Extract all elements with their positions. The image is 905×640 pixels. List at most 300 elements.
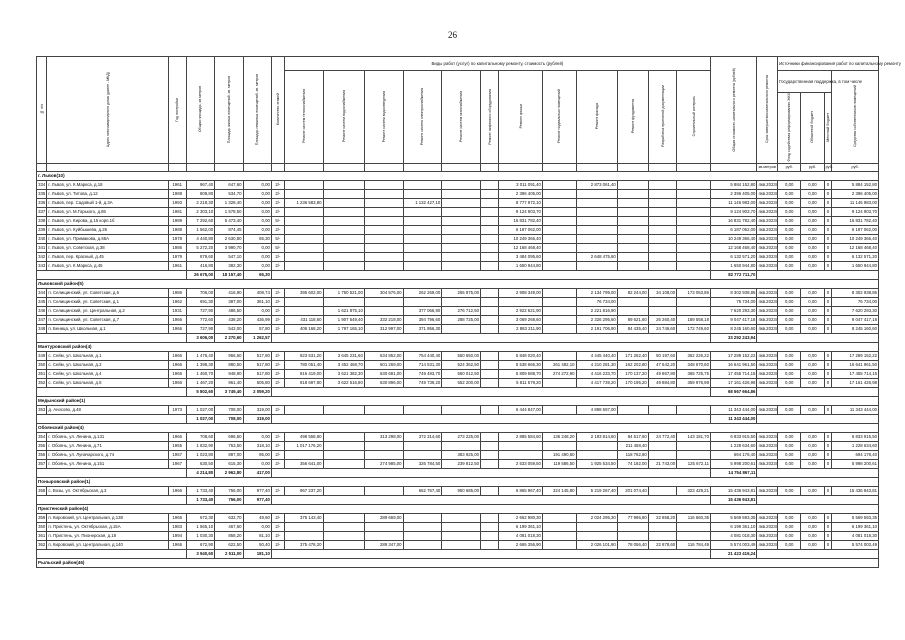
row-number: 339 <box>37 225 47 234</box>
row-src-local: 0 <box>824 315 832 324</box>
row-number: 336 <box>37 198 47 207</box>
row-work-cost-8 <box>542 234 576 243</box>
row-work-cost-11 <box>648 405 676 414</box>
row-work-cost-7 <box>499 450 543 459</box>
row-number: 342 <box>37 252 47 261</box>
row-number: 359 <box>37 513 47 522</box>
row-work-cost-9: 2 326 295,60 <box>576 315 617 324</box>
row-work-cost-11: 50 197,60 <box>648 351 676 360</box>
row-src-region: 0,00 <box>801 378 824 387</box>
row-work-cost-6 <box>481 252 499 261</box>
row-floors: 2/- <box>271 432 284 441</box>
row-work-cost-1 <box>284 306 323 315</box>
row-area-flats: 467,60 <box>215 522 243 531</box>
row-address: г. Львов, ул. Советская, д.38 <box>47 243 168 252</box>
row-number: 344 <box>37 288 47 297</box>
row-area-nonres: 0,00 <box>243 180 271 189</box>
row-work-cost-6 <box>481 441 499 450</box>
row-work-cost-7: 2 396 405,00 <box>499 189 543 198</box>
row-work-cost-2 <box>323 261 364 270</box>
row-address: с. Сейм, ул. Школьная, д.5 <box>47 378 168 387</box>
row-area-flats: 486,50 <box>215 306 243 315</box>
row-area-nonres: 50,40 <box>243 540 271 549</box>
row-work-cost-3 <box>364 405 403 414</box>
row-work-cost-3: 304 576,00 <box>364 288 403 297</box>
row-work-cost-2 <box>323 459 364 468</box>
row-deadline: 4кв.2023г <box>757 315 778 324</box>
row-number: 347 <box>37 315 47 324</box>
table-row <box>37 351 879 360</box>
row-work-cost-6 <box>481 324 499 333</box>
row-work-cost-12: 116 784,49 <box>677 540 711 549</box>
row-src-local: 0 <box>824 360 832 369</box>
row-total-area: 691,30 <box>186 297 214 306</box>
row-work-cost-8 <box>542 198 576 207</box>
row-work-cost-12 <box>677 198 711 207</box>
row-work-cost-11 <box>648 522 676 531</box>
row-src-local: 0 <box>824 540 832 549</box>
row-work-cost-1: 818 697,80 <box>284 378 323 387</box>
row-year: 1979 <box>168 252 186 261</box>
row-src-owners: 1 228 634,60 <box>832 441 879 450</box>
row-work-cost-10: 170 137,20 <box>617 369 648 378</box>
row-work-cost-9: 1 925 534,50 <box>576 459 617 468</box>
row-work-cost-1: 406 168,20 <box>284 324 323 333</box>
row-src-region: 0,00 <box>801 369 824 378</box>
row-year: 1978 <box>168 234 186 243</box>
row-work-cost-3: 332 218,00 <box>364 315 403 324</box>
row-src-local: 0 <box>824 513 832 522</box>
row-work-cost-5: 273 225,00 <box>442 432 481 441</box>
row-src-region: 0,00 <box>801 360 824 369</box>
row-work-cost-1: 1 236 583,80 <box>284 198 323 207</box>
row-work-cost-1: 780 051,40 <box>284 360 323 369</box>
table-row <box>37 198 879 207</box>
row-deadline: 4кв.2023г <box>757 207 778 216</box>
row-work-cost-1 <box>284 522 323 531</box>
row-work-cost-10: 201 074,40 <box>617 486 648 495</box>
row-year: 1931 <box>168 306 186 315</box>
table-row <box>37 306 879 315</box>
row-work-cost-7: 2 885 584,60 <box>499 432 543 441</box>
row-work-cost-7: 6 187 062,00 <box>499 225 543 234</box>
total-cost: 21 423 416,24 <box>710 549 756 558</box>
row-work-cost-9: 2 024 295,30 <box>576 513 617 522</box>
row-year: 1993 <box>168 198 186 207</box>
header-src-owners: Средства собственников помещений <box>853 85 858 148</box>
row-work-cost-11 <box>648 198 676 207</box>
row-work-cost-8 <box>542 207 576 216</box>
row-work-cost-1: 967 237,20 <box>284 486 323 495</box>
row-work-cost-9 <box>576 531 617 540</box>
row-work-cost-3 <box>364 486 403 495</box>
row-work-cost-2 <box>323 450 364 459</box>
row-src-local: 0 <box>824 243 832 252</box>
row-work-cost-10 <box>617 252 648 261</box>
table-row <box>37 540 879 549</box>
row-work-cost-11 <box>648 216 676 225</box>
row-work-cost-11 <box>648 252 676 261</box>
row-work-cost-3 <box>364 225 403 234</box>
row-work-cost-12 <box>677 252 711 261</box>
header-work-12: Строительный контроль <box>691 96 696 137</box>
total-flats: 18 157,40 <box>215 270 243 279</box>
row-total-area: 1 562,00 <box>186 225 214 234</box>
row-year: 1957 <box>168 450 186 459</box>
row-number: 353 <box>37 405 47 414</box>
row-src-fund: 0,00 <box>778 243 801 252</box>
row-area-flats: 382,30 <box>215 261 243 270</box>
row-src-local: 0 <box>824 432 832 441</box>
row-number: 356 <box>37 450 47 459</box>
row-src-region: 0,00 <box>801 252 824 261</box>
row-work-cost-2 <box>323 225 364 234</box>
row-total-cost: 2 396 405,00 <box>710 189 756 198</box>
row-src-local: 0 <box>824 207 832 216</box>
row-work-cost-7: 5 811 579,20 <box>499 378 543 387</box>
row-area-flats: 858,20 <box>215 531 243 540</box>
row-src-local: 0 <box>824 531 832 540</box>
row-year: 1966 <box>168 315 186 324</box>
row-work-cost-7: 4 081 018,30 <box>499 531 543 540</box>
row-address: г. Обоянь, ул. Ленина, д.131 <box>47 432 168 441</box>
row-floors: 2/- <box>271 189 284 198</box>
row-work-cost-10 <box>617 261 648 270</box>
total-spacer <box>37 387 187 396</box>
row-work-cost-12: 173 053,86 <box>677 288 711 297</box>
row-work-cost-11: 21 743,00 <box>648 459 676 468</box>
district-total-row <box>37 549 879 558</box>
table-row <box>37 450 879 459</box>
row-work-cost-4 <box>403 522 442 531</box>
row-work-cost-12: 172 749,60 <box>677 324 711 333</box>
row-work-cost-10 <box>617 216 648 225</box>
row-floors: 2/- <box>271 324 284 333</box>
total-area: 5 802,60 <box>186 387 214 396</box>
header-sources-group: Источники финансирования работ по капитальному ремонту <box>778 57 879 71</box>
row-area-flats: 647,60 <box>215 180 243 189</box>
row-work-cost-7: 2 883 211,90 <box>499 324 543 333</box>
row-area-nonres: 319,00 <box>243 405 271 414</box>
row-work-cost-3 <box>364 207 403 216</box>
row-work-cost-9 <box>576 243 617 252</box>
row-src-fund: 0,00 <box>778 360 801 369</box>
row-work-cost-12 <box>677 216 711 225</box>
header-work-5: Ремонт систем газоснабжения <box>459 90 464 142</box>
row-work-cost-7: 5 809 588,70 <box>499 369 543 378</box>
row-src-region: 0,00 <box>801 531 824 540</box>
district-group-label: Мантуровский район(4) <box>37 342 879 351</box>
row-year: 1966 <box>168 369 186 378</box>
header-work-4: Ремонт систем электроснабжения <box>420 87 425 146</box>
row-work-cost-5: 383 925,00 <box>442 450 481 459</box>
row-work-cost-5 <box>442 225 481 234</box>
table-row <box>37 189 879 198</box>
row-work-cost-7: 3 484 095,60 <box>499 252 543 261</box>
row-area-flats: 763,50 <box>215 441 243 450</box>
row-year: 1966 <box>168 324 186 333</box>
row-address: г. Львов, ул. Примакова, д.65А <box>47 234 168 243</box>
row-work-cost-7: 6 865 967,40 <box>499 486 543 495</box>
row-work-cost-5 <box>442 522 481 531</box>
table-row <box>37 234 879 243</box>
table-header <box>37 57 901 172</box>
row-work-cost-10 <box>617 306 648 315</box>
row-src-owners: 7 620 293,30 <box>832 306 879 315</box>
row-area-nonres: 0,00 <box>243 306 271 315</box>
row-number: 350 <box>37 360 47 369</box>
row-work-cost-4 <box>403 252 442 261</box>
row-total-area: 1 476,40 <box>186 351 214 360</box>
row-work-cost-1 <box>284 180 323 189</box>
register-table <box>36 56 901 568</box>
row-year: 1986 <box>168 243 186 252</box>
row-number: 362 <box>37 540 47 549</box>
table-row <box>37 261 879 270</box>
row-work-cost-4 <box>403 207 442 216</box>
table-row <box>37 288 879 297</box>
row-work-cost-2 <box>323 441 364 450</box>
row-work-cost-7: 16 831 782,40 <box>499 216 543 225</box>
row-src-owners: 5 884 152,80 <box>832 180 879 189</box>
row-work-cost-5 <box>442 207 481 216</box>
row-work-cost-1: 431 118,60 <box>284 315 323 324</box>
row-work-cost-7: 3 069 268,60 <box>499 315 543 324</box>
row-area-nonres: 0,00 <box>243 216 271 225</box>
district-group-row <box>37 342 879 351</box>
row-work-cost-9: 5 219 267,40 <box>576 486 617 495</box>
total-nonres: 2 059,20 <box>243 387 271 396</box>
unit-rub: руб. <box>824 163 832 171</box>
row-floors: 2/- <box>271 441 284 450</box>
row-work-cost-4: 372 314,60 <box>403 432 442 441</box>
row-area-flats: 880,50 <box>215 360 243 369</box>
row-work-cost-2 <box>323 513 364 522</box>
row-src-fund: 0,00 <box>778 432 801 441</box>
row-work-cost-11 <box>648 531 676 540</box>
row-work-cost-3 <box>364 243 403 252</box>
header-state-support: Государственная поддержка, в том числе <box>778 71 832 93</box>
row-number: 348 <box>37 324 47 333</box>
district-group-row <box>37 171 879 180</box>
row-work-cost-1 <box>284 225 323 234</box>
row-work-cost-5: 550 650,00 <box>442 351 481 360</box>
row-year: 1966 <box>168 513 186 522</box>
row-area-nonres: 0,00 <box>243 189 271 198</box>
total-spacer <box>271 387 710 396</box>
row-work-cost-8 <box>542 540 576 549</box>
row-work-cost-3: 289 669,00 <box>364 513 403 522</box>
row-work-cost-8: 119 586,50 <box>542 459 576 468</box>
row-work-cost-2: 1 750 521,00 <box>323 288 364 297</box>
row-floors: 2/- <box>271 351 284 360</box>
row-work-cost-8 <box>542 513 576 522</box>
table-row <box>37 369 879 378</box>
row-work-cost-7: 10 249 366,40 <box>499 234 543 243</box>
row-work-cost-12 <box>677 207 711 216</box>
row-work-cost-2 <box>323 252 364 261</box>
row-area-nonres: 65,30 <box>243 234 271 243</box>
row-number: 358 <box>37 486 47 495</box>
row-total-cost: 9 124 903,70 <box>710 207 756 216</box>
total-cost: 14 754 867,11 <box>710 468 756 477</box>
total-spacer <box>37 414 187 423</box>
row-work-cost-8 <box>542 243 576 252</box>
total-flats: 3 749,40 <box>215 387 243 396</box>
row-floors: 2/- <box>271 180 284 189</box>
row-src-local: 0 <box>824 450 832 459</box>
row-deadline: 4кв.2023г <box>757 450 778 459</box>
header-src-fund: Фонд содействия реформированию ЖКХ <box>787 93 792 162</box>
row-work-cost-2 <box>323 432 364 441</box>
row-work-cost-11 <box>648 243 676 252</box>
row-work-cost-5 <box>442 540 481 549</box>
row-work-cost-6 <box>481 522 499 531</box>
row-work-cost-1: 1 017 176,20 <box>284 441 323 450</box>
row-work-cost-3: 630 681,00 <box>364 369 403 378</box>
row-year: 1961 <box>168 261 186 270</box>
row-work-cost-1: 356 641,00 <box>284 459 323 468</box>
row-src-local: 0 <box>824 252 832 261</box>
unit-rub: руб. <box>801 163 824 171</box>
row-total-cost: 5 569 593,35 <box>710 513 756 522</box>
row-work-cost-6 <box>481 261 499 270</box>
row-year: 1955 <box>168 441 186 450</box>
row-src-fund: 0,00 <box>778 513 801 522</box>
header-col-address: Адрес многоквартирного дома (далее - МКД) <box>105 71 110 147</box>
row-work-cost-5 <box>442 531 481 540</box>
row-total-cost: 6 199 361,10 <box>710 522 756 531</box>
row-work-cost-2 <box>323 405 364 414</box>
total-area: 4 214,80 <box>186 468 214 477</box>
row-work-cost-11: 49 884,80 <box>648 378 676 387</box>
row-work-cost-10 <box>617 234 648 243</box>
row-src-local: 0 <box>824 378 832 387</box>
row-area-flats: 387,00 <box>215 297 243 306</box>
row-deadline: 4кв.2023г <box>757 378 778 387</box>
row-total-area: 708,60 <box>186 432 214 441</box>
row-total-cost: 11 146 983,00 <box>710 198 756 207</box>
row-number: 352 <box>37 378 47 387</box>
row-deadline: 4кв.2023г <box>757 405 778 414</box>
row-area-nonres: 0,00 <box>243 432 271 441</box>
row-work-cost-10 <box>617 405 648 414</box>
district-total-row <box>37 495 879 504</box>
row-work-cost-1: 395 602,00 <box>284 288 323 297</box>
row-total-cost: 4 081 018,30 <box>710 531 756 540</box>
row-deadline: 4кв.2023г <box>757 486 778 495</box>
total-spacer <box>757 468 879 477</box>
row-work-cost-10 <box>617 531 648 540</box>
row-src-local: 0 <box>824 225 832 234</box>
row-work-cost-10 <box>617 198 648 207</box>
row-year: 1986 <box>168 288 186 297</box>
row-work-cost-9 <box>576 261 617 270</box>
row-work-cost-6 <box>481 531 499 540</box>
row-work-cost-11 <box>648 207 676 216</box>
row-work-cost-2 <box>323 243 364 252</box>
row-work-cost-8 <box>542 252 576 261</box>
row-work-cost-10 <box>617 225 648 234</box>
row-area-flats: 547,10 <box>215 252 243 261</box>
row-number: 340 <box>37 234 47 243</box>
total-spacer <box>37 270 187 279</box>
row-src-local: 0 <box>824 369 832 378</box>
row-number: 341 <box>37 243 47 252</box>
row-total-area: 1 027,00 <box>186 405 214 414</box>
row-src-fund: 0,00 <box>778 252 801 261</box>
row-total-cost: 11 343 444,00 <box>710 405 756 414</box>
row-src-region: 0,00 <box>801 315 824 324</box>
unit-rub: руб. <box>832 163 879 171</box>
row-work-cost-11 <box>648 441 676 450</box>
row-src-local: 0 <box>824 189 832 198</box>
row-address: г. Обоянь, ул. Ленина, д.71 <box>47 441 168 450</box>
row-src-fund: 0,00 <box>778 234 801 243</box>
table-row <box>37 459 879 468</box>
row-work-cost-5: 550 012,50 <box>442 369 481 378</box>
row-work-cost-11: 26 260,40 <box>648 315 676 324</box>
row-work-cost-9: 2 026 101,90 <box>576 540 617 549</box>
row-deadline: 4кв.2023г <box>757 459 778 468</box>
row-area-nonres: 57,80 <box>243 324 271 333</box>
row-work-cost-1 <box>284 243 323 252</box>
row-year: 1961 <box>168 180 186 189</box>
row-area-flats: 5 473,40 <box>215 216 243 225</box>
row-work-cost-7: 6 199 361,10 <box>499 522 543 531</box>
row-number: 351 <box>37 369 47 378</box>
row-area-nonres: 0,00 <box>243 522 271 531</box>
row-address: п. Селищинский, ул. Советская, д.1 <box>47 297 168 306</box>
row-total-cost: 8 245 160,60 <box>710 324 756 333</box>
row-floors: 2/- <box>271 297 284 306</box>
row-work-cost-3 <box>364 531 403 540</box>
row-deadline: 4кв.2023г <box>757 243 778 252</box>
row-src-fund: 0,00 <box>778 450 801 459</box>
row-deadline: 4кв.2023г <box>757 351 778 360</box>
row-number: 346 <box>37 306 47 315</box>
row-work-cost-6 <box>481 450 499 459</box>
district-group-row <box>37 279 879 288</box>
row-src-region: 0,00 <box>801 234 824 243</box>
row-work-cost-6 <box>481 189 499 198</box>
header-work-8: Ремонт подвальных помещений <box>557 89 562 144</box>
row-work-cost-3 <box>364 198 403 207</box>
table-row <box>37 522 879 531</box>
row-area-nonres: 81,10 <box>243 531 271 540</box>
total-cost: 33 292 243,94 <box>710 333 756 342</box>
row-floors: 2/- <box>271 261 284 270</box>
row-address: с. Сейм, ул. Школьная, д.2 <box>47 360 168 369</box>
row-total-area: 727,90 <box>186 324 214 333</box>
row-deadline: 4кв.2023г <box>757 324 778 333</box>
row-work-cost-3: 634 852,00 <box>364 351 403 360</box>
capital-repair-register <box>36 56 901 568</box>
row-number: 345 <box>37 297 47 306</box>
row-area-flats: 708,00 <box>215 405 243 414</box>
row-work-cost-10: 78 056,40 <box>617 540 648 549</box>
row-deadline: 4кв.2023г <box>757 306 778 315</box>
row-src-region: 0,00 <box>801 288 824 297</box>
row-work-cost-6 <box>481 360 499 369</box>
row-work-cost-9 <box>576 198 617 207</box>
row-total-area: 706,00 <box>186 288 214 297</box>
total-flats: 2 511,00 <box>215 549 243 558</box>
row-year: 1966 <box>168 486 186 495</box>
row-work-cost-1 <box>284 216 323 225</box>
row-src-local: 0 <box>824 306 832 315</box>
row-src-region: 0,00 <box>801 459 824 468</box>
